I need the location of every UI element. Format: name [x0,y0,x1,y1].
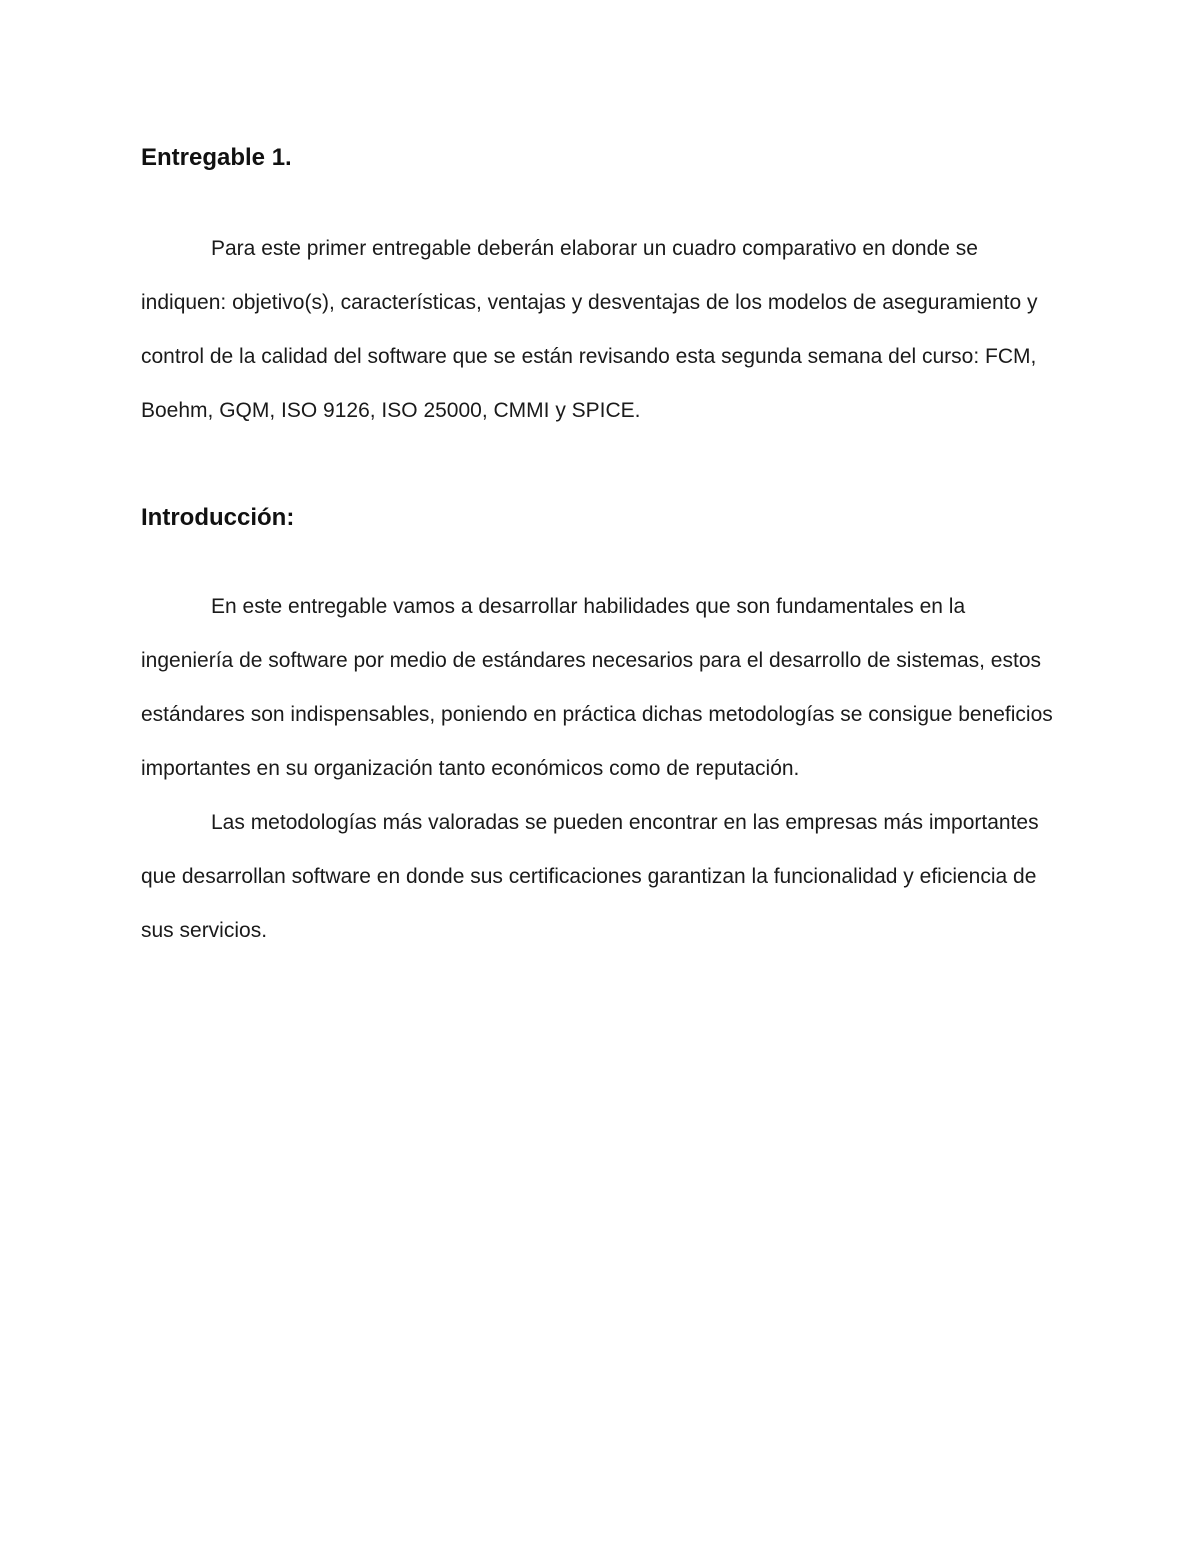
paragraph-entregable: Para este primer entregable deberán elaborar un cuadro comparativo en donde se indiquen: objetivo(s), características, ventajas y desventajas de los modelos de aseguramiento y control de la calidad del software que se están revisando esta segunda semana del curso: FCM, Boehm, GQM, ISO 9126, ISO 25000, CMMI y SPICE. [141,237,1038,422]
section-heading-introduccion: Introducción: [141,504,295,531]
document-body [141,136,1061,958]
paragraph-introduccion-2: Las metodologías más valoradas se pueden encontrar en las empresas más importantes que desarrollan software en donde sus certificaciones garantizan la funcionalidad y eficiencia de sus servicios. [141,811,1039,942]
paragraph-introduccion-1: En este entregable vamos a desarrollar habilidades que son fundamentales en la ingeniería de software por medio de estándares necesarios para el desarrollo de sistemas, estos estándares son indispensables, poniendo en práctica dichas metodologías se consigue beneficios importantes en su organización tanto económicos como de reputación. [141,595,1053,780]
section-heading-entregable: Entregable 1. [141,144,292,171]
